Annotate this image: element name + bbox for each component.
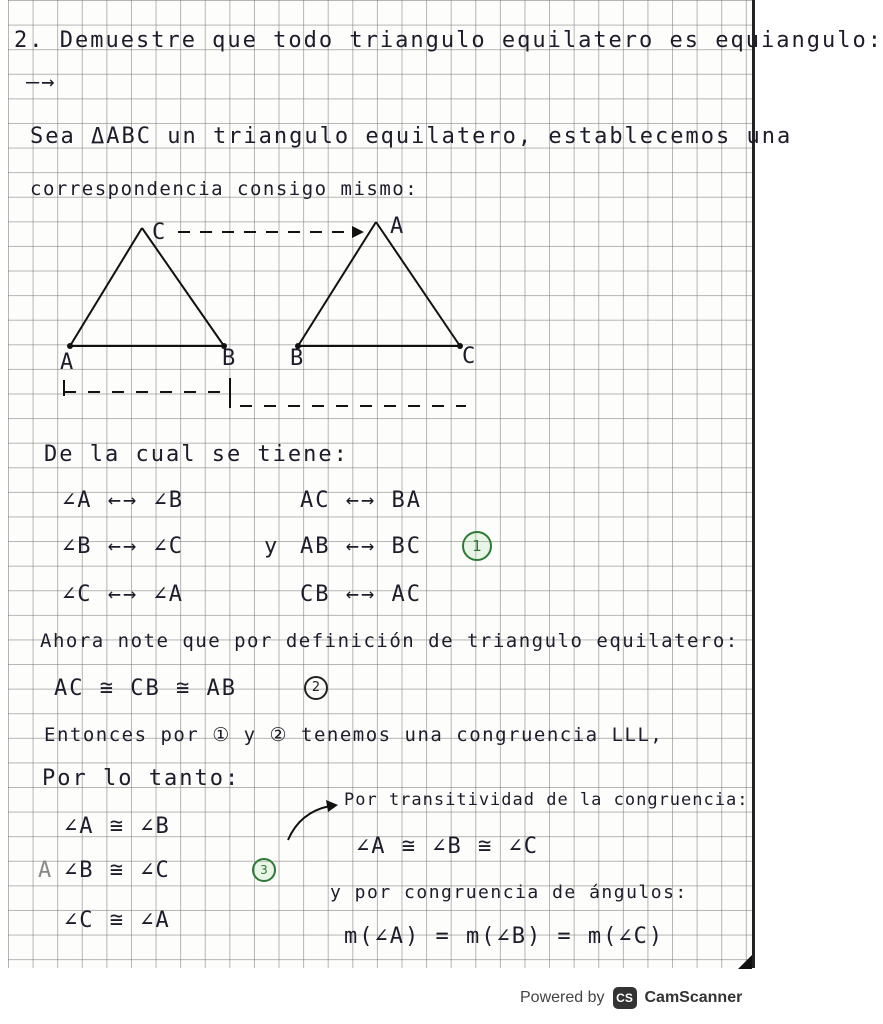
intro-line-2: correspondencia consigo mismo: [30, 178, 419, 200]
transitivity-label: Por transitividad de la congruencia: [344, 790, 749, 810]
angle-correspondence-3: ∠C ←→ ∠A [62, 582, 184, 607]
side-correspondence-1: AC ←→ BA [300, 488, 422, 513]
camscanner-logo-icon: CS [613, 987, 637, 1009]
mark-1-circle: 1 [462, 531, 492, 561]
curved-arrowhead [326, 800, 338, 812]
label-b-left: B [222, 346, 238, 371]
mark-2-circle: 2 [304, 676, 328, 700]
angle-congruence-1: ∠A ≅ ∠B [64, 814, 171, 839]
erased-a-prefix: A [38, 858, 54, 883]
label-b-right: B [290, 346, 306, 371]
angle-correspondence-1: ∠A ←→ ∠B [62, 488, 184, 513]
side-correspondence-3: CB ←→ AC [300, 582, 422, 607]
side-correspondence-2: AB ←→ BC [300, 534, 422, 559]
powered-by-text: Powered by [520, 989, 605, 1006]
angle-congruence-2: ∠B ≅ ∠C [64, 858, 171, 883]
mark-3-circle: 3 [252, 858, 276, 882]
label-a-right: A [390, 214, 406, 239]
from-which-heading: De la cual se tiene: [44, 442, 349, 467]
angle-measures: m(∠A) = m(∠B) = m(∠C) [344, 924, 665, 949]
intro-line-1: Sea ΔABC un triangulo equilatero, establecemos una [30, 124, 793, 149]
label-c-left: C [152, 220, 168, 245]
sides-congruence: AC ≅ CB ≅ AB [54, 676, 237, 701]
transitivity-result: ∠A ≅ ∠B ≅ ∠C [356, 834, 539, 859]
angle-congruence-label: y por congruencia de ángulos: [330, 882, 688, 903]
label-a-left: A [60, 350, 76, 375]
camscanner-watermark [520, 984, 742, 1012]
now-note-line: Ahora note que por definición de triangulo equilatero: [40, 630, 739, 652]
curved-arrow-path [288, 806, 330, 840]
then-line: Entonces por ① y ② tenemos una congruencia LLL, [44, 724, 664, 746]
angle-congruence-3: ∠C ≅ ∠A [64, 908, 171, 933]
y-word: y [264, 534, 280, 559]
therefore-heading: Por lo tanto: [42, 766, 241, 791]
camscanner-name: CamScanner [644, 989, 743, 1006]
arrow-mark: —→ [26, 70, 57, 95]
label-c-right: C [462, 344, 478, 369]
angle-correspondence-2: ∠B ←→ ∠C [62, 534, 184, 559]
problem-title: 2. Demuestre que todo triangulo equilatero es equiangulo: [14, 28, 883, 53]
